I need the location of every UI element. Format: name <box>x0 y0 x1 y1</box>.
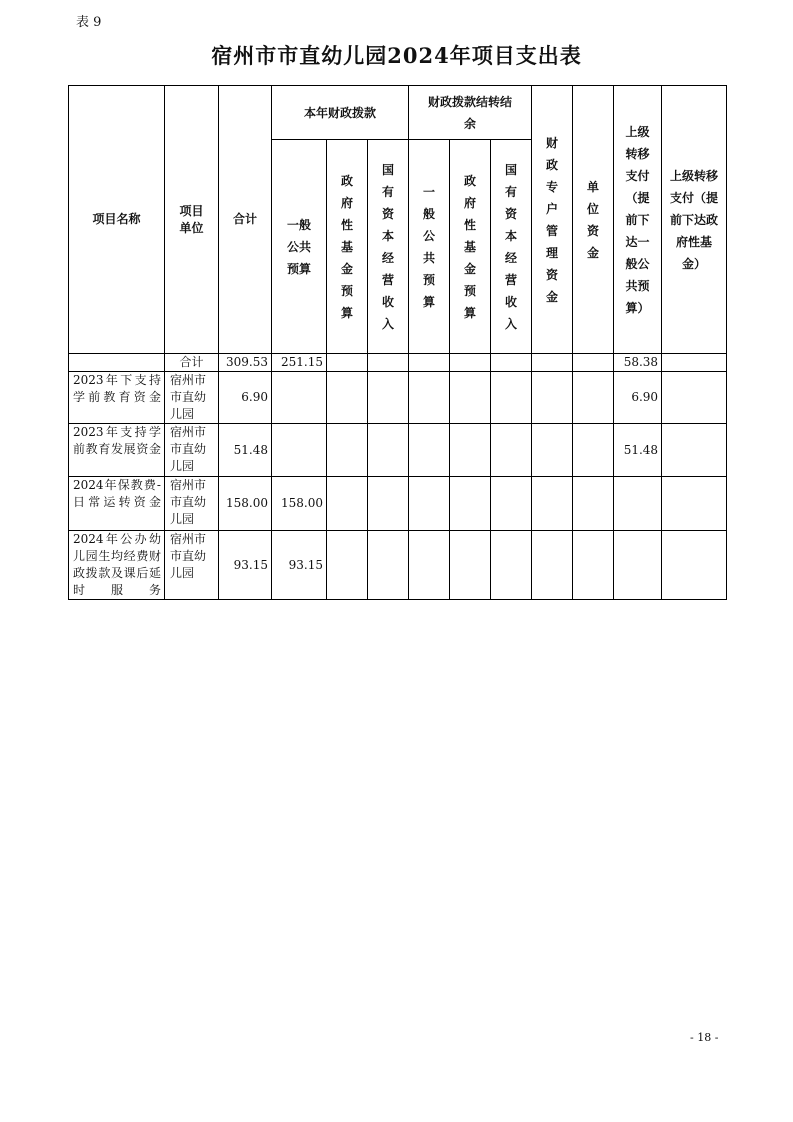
header-unit-fund: 单位资金 <box>573 86 614 354</box>
header-carry-gov-fund-budget: 政府性基金预算 <box>450 140 491 354</box>
project-expense-table <box>68 85 727 600</box>
row-general: 158.00 <box>272 477 327 531</box>
header-carryover-balance: 财政拨款结转结余 <box>409 86 532 140</box>
total-row-label: 合计 <box>165 354 219 372</box>
row-transfer-general: 51.48 <box>614 424 662 477</box>
table-row <box>69 372 727 424</box>
row-project-unit: 宿州市市直幼儿园 <box>165 531 219 600</box>
header-transfer-gov-fund: 上级转移支付（提前下达政府性基金） <box>662 86 727 354</box>
row-project-unit: 宿州市市直幼儿园 <box>165 424 219 477</box>
header-transfer-general-budget: 上级转移支付（提前下达一般公共预算） <box>614 86 662 354</box>
row-transfer-general: 6.90 <box>614 372 662 424</box>
table-label: 表 9 <box>76 15 102 30</box>
row-project-name: 2024年保教费-日常运转资金 <box>69 477 165 531</box>
row-transfer-general <box>614 531 662 600</box>
total-row-general: 251.15 <box>272 354 327 372</box>
header-special-account-fund: 财政专户管理资金 <box>532 86 573 354</box>
row-general <box>272 424 327 477</box>
row-general: 93.15 <box>272 531 327 600</box>
table-row <box>69 531 727 600</box>
row-project-name: 2023年下支持学前教育资金 <box>69 372 165 424</box>
header-project-unit: 项目单位 <box>165 86 219 354</box>
total-row-name <box>69 354 165 372</box>
row-total: 158.00 <box>219 477 272 531</box>
row-project-unit: 宿州市市直幼儿园 <box>165 372 219 424</box>
header-general-budget: 一般公共预算 <box>272 140 327 354</box>
header-project-name: 项目名称 <box>69 86 165 354</box>
total-row-transfer-general: 58.38 <box>614 354 662 372</box>
total-row <box>69 354 727 372</box>
header-carry-general-budget: 一般公共预算 <box>409 140 450 354</box>
row-total: 51.48 <box>219 424 272 477</box>
header-gov-fund-budget: 政府性基金预算 <box>327 140 368 354</box>
total-row-total: 309.53 <box>219 354 272 372</box>
row-total: 6.90 <box>219 372 272 424</box>
page-number: - 18 - <box>690 1031 719 1044</box>
row-project-name: 2024年公办幼儿园生均经费财政拨款及课后延时服务 <box>69 531 165 600</box>
table-row <box>69 424 727 477</box>
row-general <box>272 372 327 424</box>
row-total: 93.15 <box>219 531 272 600</box>
header-carry-state-capital-income: 国有资本经营收入 <box>491 140 532 354</box>
header-total: 合计 <box>219 86 272 354</box>
row-project-name: 2023年支持学前教育发展资金 <box>69 424 165 477</box>
table-row <box>69 477 727 531</box>
row-transfer-general <box>614 477 662 531</box>
header-current-year-appropriation: 本年财政拨款 <box>272 86 409 140</box>
page-title: 宿州市市直幼儿园2024年项目支出表 <box>211 43 582 68</box>
header-state-capital-income: 国有资本经营收入 <box>368 140 409 354</box>
row-project-unit: 宿州市市直幼儿园 <box>165 477 219 531</box>
